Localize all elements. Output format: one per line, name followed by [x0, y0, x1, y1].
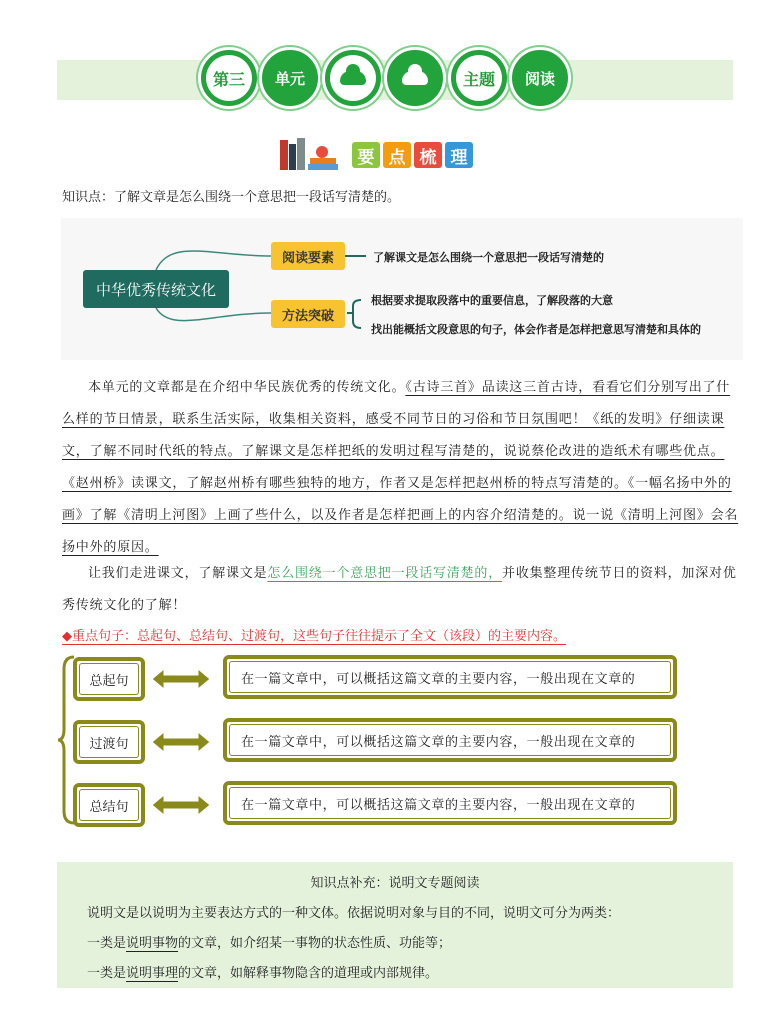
supplement-underlined: 说明事物 — [126, 936, 179, 951]
key-sentence: ◆重点句子：总起句、总结句、过渡句，这些句子往往提示了全文（该段）的主要内容。 — [62, 629, 566, 644]
cloud-icon — [402, 71, 428, 85]
intro-p2-before: 让我们走进课文，了解课文是 — [88, 566, 268, 581]
supplement-box — [57, 862, 733, 988]
sentence-desc-box — [223, 718, 677, 762]
intro-paragraph-1 — [62, 372, 742, 564]
intro-paragraph-2 — [62, 558, 742, 622]
supplement-text: 的文章，如解释事物隐含的道理或内部规律。 — [178, 966, 439, 981]
title-char: 理 — [445, 142, 473, 168]
mindmap-leaf: 了解课文是怎么围绕一个意思把一段话写清楚的 — [373, 251, 604, 264]
double-arrow-icon — [152, 669, 210, 689]
mindmap-node: 方法突破 — [271, 300, 345, 328]
cloud-badge-2 — [384, 47, 446, 109]
reading-text: 阅读 — [524, 69, 555, 88]
intro-p2-after: 并收集整理传统节日的资料，加深对优秀传统文化的了解！ — [62, 566, 737, 613]
mindmap-leaf: 找出能概括文段意思的句子，体会作者是怎样把意思写清楚和具体的 — [371, 323, 701, 336]
double-arrow-icon — [152, 732, 210, 752]
books-icon — [280, 138, 350, 170]
reading-badge — [509, 47, 571, 109]
supplement-title: 知识点补充：说明文专题阅读 — [310, 876, 480, 891]
sentence-desc-box — [223, 781, 677, 825]
sentence-type-label: 总结句 — [89, 799, 129, 815]
intro-plain: 本单元的文章都是在介绍中华民族优秀的传统文化。 — [88, 380, 406, 395]
sentence-type-box — [73, 783, 145, 827]
supplement-text: 一类是 — [87, 966, 127, 981]
knowledge-point: 知识点：了解文章是怎么围绕一个意思把一段话写清楚的。 — [62, 190, 401, 205]
theme-text: 主题 — [456, 55, 502, 101]
sentence-desc-box — [223, 655, 677, 699]
section-title — [352, 142, 473, 168]
mindmap-root: 中华优秀传统文化 — [83, 270, 229, 308]
mindmap-leaf: 根据要求提取段落中的重要信息，了解段落的大意 — [371, 294, 613, 307]
sentence-type-label: 过渡句 — [89, 736, 129, 752]
sentence-type-box — [73, 657, 145, 701]
sentence-type-box — [73, 720, 145, 764]
unit-prefix-badge — [198, 47, 260, 109]
unit-label-badge — [259, 47, 321, 109]
unit-label-text: 单元 — [274, 69, 305, 88]
intro-underlined: 《古诗三首》品读这三首古诗，看看它们分别写出了什么样的节日情景，联系生活实际，收集相关资料，感受不同节日的习俗和节日氛围吧！《纸的发明》仔细读课文，了解不同时代纸的特点。了解课文是怎样把纸的发明过程写清楚的，说说蔡伦改进的造纸术有哪些优点。《赵州桥》读课文，了解赵州桥有哪些独特的地方，作者又是怎样把赵州桥的特点写清楚的。《一幅名扬中外的画》了解《清明上河图》上画了些什么，以及作者是怎样把画上的内容介绍清楚的。说一说《清明上河图》会名扬中外的原因。 — [62, 380, 739, 555]
intro-p2-link: 怎么围绕一个意思把一段话写清楚的， — [267, 566, 503, 581]
cloud-icon — [340, 71, 366, 85]
title-char: 要 — [352, 142, 380, 168]
sentence-desc: 在一篇文章中，可以概括这篇文章的主要内容，一般出现在文章的 — [241, 734, 636, 750]
supplement-line — [87, 962, 438, 981]
title-char: 点 — [383, 142, 411, 168]
mindmap — [61, 218, 743, 360]
unit-prefix-text: 第三 — [206, 55, 252, 101]
supplement-text: 一类是 — [87, 936, 127, 951]
title-char: 梳 — [414, 142, 442, 168]
sentence-desc: 在一篇文章中，可以概括这篇文章的主要内容，一般出现在文章的 — [241, 671, 636, 687]
sentence-type-label: 总起句 — [89, 673, 129, 689]
supplement-line: 说明文是以说明为主要表达方式的一种文体。依据说明对象与目的不同，说明文可分为两类： — [87, 906, 621, 921]
mindmap-node: 阅读要素 — [271, 242, 345, 270]
supplement-underlined: 说明事理 — [126, 966, 179, 981]
supplement-line — [87, 932, 451, 951]
supplement-text: 的文章，如介绍某一事物的状态性质、功能等； — [178, 936, 452, 951]
cloud-badge-1 — [322, 47, 384, 109]
double-arrow-icon — [152, 795, 210, 815]
sentence-desc: 在一篇文章中，可以概括这篇文章的主要内容，一般出现在文章的 — [241, 797, 636, 813]
theme-badge — [448, 47, 510, 109]
